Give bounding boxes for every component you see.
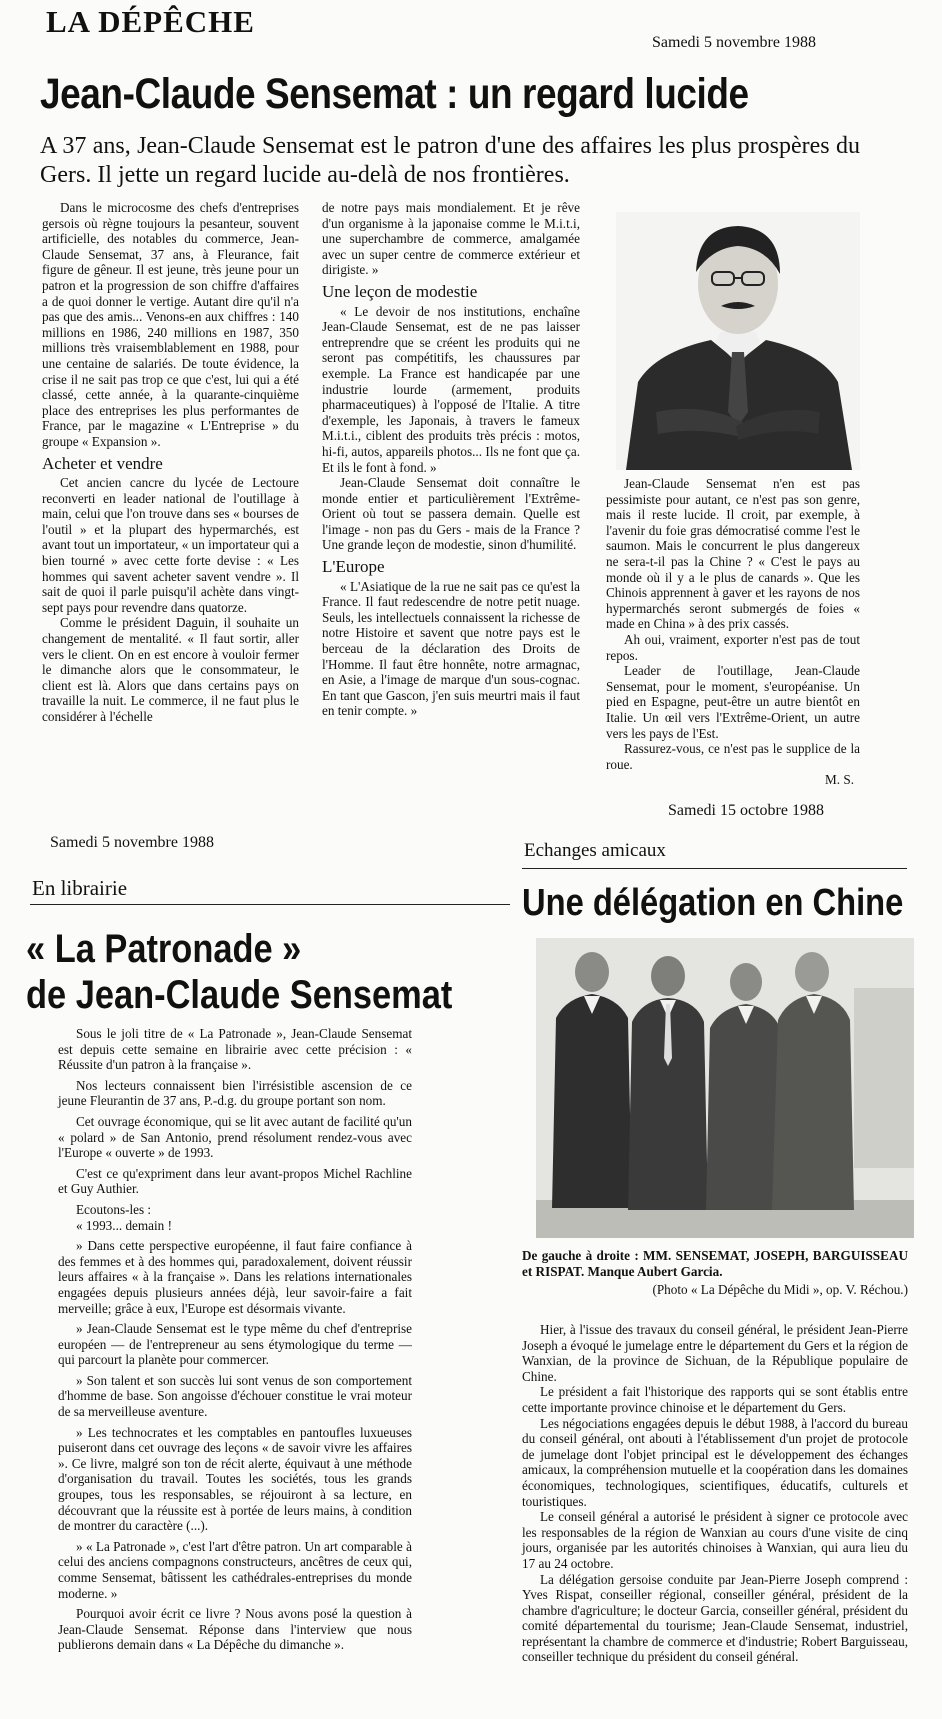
subheading: Acheter et vendre <box>42 453 163 473</box>
masthead: LA DÉPÊCHE <box>46 4 255 39</box>
title-line: de Jean-Claude Sensemat <box>26 973 453 1017</box>
paragraph: » Son talent et son succès lui sont venus de son comportement d'homme de base. Son angoisse d'échouer constitue le vrai moteur de sa merveilleuse aventure. <box>58 1372 412 1420</box>
paragraph: Ecoutons-les : <box>76 1201 152 1217</box>
delegation-illustration <box>536 938 914 1238</box>
article3-title: Une délégation en Chine <box>522 882 904 924</box>
top-date: Samedi 5 novembre 1988 <box>652 34 816 51</box>
subheading: Une leçon de modestie <box>322 281 478 301</box>
article1-column-1 <box>42 200 299 725</box>
photo-credit: (Photo « La Dépêche du Midi », op. V. Réchou.) <box>652 1282 908 1297</box>
title-line: « La Patronade » <box>26 927 302 971</box>
paragraph: « L'Asiatique de la rue ne sait pas ce qu'est la France. Il faut redescendre de notre petit nuage. Seuls, les intellectuels connaissent la richesse de notre Histoire et savent que notre pays est le berceau de la déclaration des Droits de l'Homme. Il faut être honnête, notre armagnac, en Asie, a l'image de marque d'un sous-cognac. En tant que Gascon, j'en suis meurtri mais il faut en tenir compte. » <box>322 578 580 719</box>
divider <box>522 868 907 869</box>
article1-column-2 <box>322 200 580 719</box>
paragraph: Ah oui, vraiment, exporter n'est pas de tout repos. <box>606 631 860 663</box>
paragraph: Le conseil général a autorisé le président à signer ce protocole avec les responsables de la région de Wanxian au cours d'une visite de cinq jours, organisée par les autorités chinoises à Wanxian, qui aura lieu du 17 au 24 octobre. <box>522 1509 908 1571</box>
section-label: En librairie <box>32 876 128 900</box>
paragraph: Sous le joli titre de « La Patronade », Jean-Claude Sensemat est depuis cette semaine en librairie avec cette précision : « Réussite d'un patron à la française ». <box>58 1026 412 1073</box>
paragraph: Jean-Claude Sensemat n'en est pas pessimiste pour autant, ce n'est pas son genre, mais il reste lucide. Il croit, par exemple, à l'avenir du foie gras démocratisé comme l'est le saumon. Mais le concurrent le plus dangereux ne sera-t-il pas la Chine ? « C'est le pays au monde où il y a le plus de canards ». Que les Chinois apprennent à gaver et les rayons de nos hypermarchés seront submergés de foies « made en China » à des prix cassés. <box>606 476 860 632</box>
date-left: Samedi 5 novembre 1988 <box>50 834 214 851</box>
paragraph: Dans le microcosme des chefs d'entreprises gersois où règne toujours la pesanteur, souvent artificielle, des notables du commerce, Jean-Claude Sensemat, 37 ans, à Fleurance, fait figure de gêneur. Il est jeune, très jeune pour un patron et la progression de son chiffre d'affaires a de quoi donner le vertige. Autant dire qu'il n'a pas que des amis... Venons-en aux chiffres : 140 millions en 1986, 240 millions en 1987, 350 millions très vraisemblablement en 1988, pour une centaine de salariés. De toute évidence, la crise il ne sait pas trop ce que c'est, lui qui a été classé, cette année, à la quarante-cinquième place des entreprises les plus performantes de France, par le magazine « L'Entreprise » du groupe « Expansion ». <box>42 200 299 449</box>
article1-column-3 <box>606 476 860 788</box>
headline: Jean-Claude Sensemat : un regard lucide <box>40 70 749 118</box>
delegation-photo <box>536 938 914 1238</box>
section-label: Echanges amicaux <box>524 840 666 861</box>
portrait-photo <box>616 212 860 470</box>
paragraph: « 1993... demain ! <box>76 1217 172 1233</box>
paragraph: Le président a fait l'historique des rapports qui se sont établis entre cette importante province chinoise et le département du Gers. <box>522 1384 908 1415</box>
paragraph: » Jean-Claude Sensemat est le type même du chef d'entreprise européen — de l'entrepreneur au sens étymologique du terme — qui parcourt la planète pour commercer. <box>58 1321 412 1368</box>
signature: M. S. <box>825 772 854 788</box>
subheading: L'Europe <box>322 557 385 577</box>
paragraph: Leader de l'outillage, Jean-Claude Sensemat, pour le moment, s'européanise. Un pied en Espagne, peut-être un autre bientôt en Italie. Un œil vers l'Extrême-Orient, un autre vers les pays de l'Est. <box>606 663 860 741</box>
paragraph: » Dans cette perspective européenne, il faut faire confiance à des femmes et à des hommes qui, paradoxalement, doivent réussir leurs affaires « à la française ». Dans les relations internationales engagées depuis plusieurs années déjà, leur savoir-faire a fait merveille; grâce à eux, l'Europe est désormais vivante. <box>58 1238 412 1316</box>
photo-caption: De gauche à droite : MM. SENSEMAT, JOSEPH, BARGUISSEAU et RISPAT. Manque Aubert Garcia. <box>522 1248 908 1279</box>
paragraph: Nos lecteurs connaissent bien l'irrésistible ascension de ce jeune Fleurantin de 37 ans, P.-d.g. du groupe portant son nom. <box>58 1077 412 1109</box>
paragraph: Cet ouvrage économique, qui se lit avec autant de facilité qu'un « polard » de San Antonio, prend résolument rendez-vous avec l'Europe « ouverte » de 1993. <box>58 1113 412 1161</box>
article3-body <box>522 1322 908 1665</box>
paragraph: Comme le président Daguin, il souhaite un changement de mentalité. « Il faut sortir, aller vers le client. On en est encore à vouloir fermer le dimanche alors que le consommateur, le client est là. Alors que dans certains pays on travaille la nuit. Le commerce, il ne faut plus le considérer à l'échelle <box>42 615 299 724</box>
paragraph: » « La Patronade », c'est l'art d'être patron. Un art comparable à celui des anciens compagnons constructeurs, ancêtres de ceux qui, comme Sensemat, bâtissent les cathédrales-entreprises du monde moderne. » <box>58 1538 412 1601</box>
paragraph: Jean-Claude Sensemat doit connaître le monde entier et particulièrement l'Extrême-Orient où tout se passera demain. Quelle est l'image - non pas du Gers - mais de la France ? Une grande leçon de modestie, sinon d'humilité. <box>322 475 580 553</box>
divider <box>30 904 510 905</box>
article2-title <box>26 926 452 1018</box>
paragraph: » Les technocrates et les comptables en pantoufles luxueuses puiseront dans cet ouvrage des leçons « de savoir vivre les affaires ». Ce livre, malgré son ton de récit alerte, équivaut à une méthode d'organisation du travail. Toutes les sociétés, tous les grands groupes, tous les responsables, se réjouiront à sa lecture, en découvrant que la réussite est à portée de leurs mains, à condition de montrer du caractère (...). <box>58 1424 412 1534</box>
standfirst: A 37 ans, Jean-Claude Sensemat est le patron d'une des affaires les plus prospères du Gers. Il jette un regard lucide au-delà de nos frontières. <box>40 133 860 188</box>
paragraph: Les négociations engagées depuis le début 1988, à l'accord du bureau du conseil général, ont abouti à l'établissement d'un projet de protocole de jumelage dont l'objet principal est le développement des échanges amicaux, la compréhension mutuelle et la coopération dans les domaines économiques, technologiques, scientifiques, éducatifs, culturels et touristiques. <box>522 1415 908 1509</box>
date-right: Samedi 15 octobre 1988 <box>668 802 824 819</box>
paragraph: Hier, à l'issue des travaux du conseil général, le président Jean-Pierre Joseph a évoqué le jumelage entre le département du Gers et la région de Wanxian, de la province de Sichuan, de la République populaire de Chine. <box>522 1322 908 1384</box>
paragraph: C'est ce qu'expriment dans leur avant-propos Michel Rachline et Guy Authier. <box>58 1165 412 1197</box>
paragraph: La délégation gersoise conduite par Jean-Pierre Joseph comprend : Yves Rispat, conseiller régional, conseiller général, président de la chambre d'agriculture; le docteur Garcia, conseiller général, président du comité départemental du tourisme; Jean-Claude Sensemat, industriel, représentant la chambre de commerce et d'industrie; Robert Barguisseau, conseiller technique du président du conseil général. <box>522 1571 908 1665</box>
paragraph: Pourquoi avoir écrit ce livre ? Nous avons posé la question à Jean-Claude Sensemat. Réponse dans l'interview que nous publierons demain dans « La Dépêche du dimanche ». <box>58 1606 412 1653</box>
paragraph: « Le devoir de nos institutions, enchaîne Jean-Claude Sensemat, est de ne pas laisser entreprendre que se créent les produits qui ne seront pas compétitifs, les chaussures par exemple. La France est handicapée par une industrie lourde (armement, produits pharmaceutiques) à l'opposé de l'Italie. A titre d'exemple, les Japonais, à travers le fameux M.i.t.i., ciblent des produits très précis : motos, hi-fi, autos, appareils photos... Ils ne font que ça. Et ils le font à fond. » <box>322 303 580 475</box>
paragraph: Rassurez-vous, ce n'est pas le supplice de la roue. <box>606 741 860 772</box>
portrait-illustration <box>616 212 860 470</box>
bleed-through-fragment <box>872 42 881 81</box>
paragraph: de notre pays mais mondialement. Et je rêve d'un organisme à la japonaise comme le M.i.t.i, une superchambre de commerce, amalgamée avec un super centre de commerce extérieur et dirigiste. » <box>322 200 580 278</box>
article2-body <box>58 1026 412 1653</box>
paragraph: Cet ancien cancre du lycée de Lectoure reconverti en leader national de l'outillage à main, celui que l'on trouve dans ses « bourses de l'outil » et la plupart des hypermarchés, est avant tout un importateur, « un importateur qui a bien tourné » avec cette forte devise : « Les hommes qui savent acheter savent vendre ». Il sait de quoi il parle puisqu'il achète dans vingt-sept pays pour revendre dans quatorze. <box>42 475 299 615</box>
